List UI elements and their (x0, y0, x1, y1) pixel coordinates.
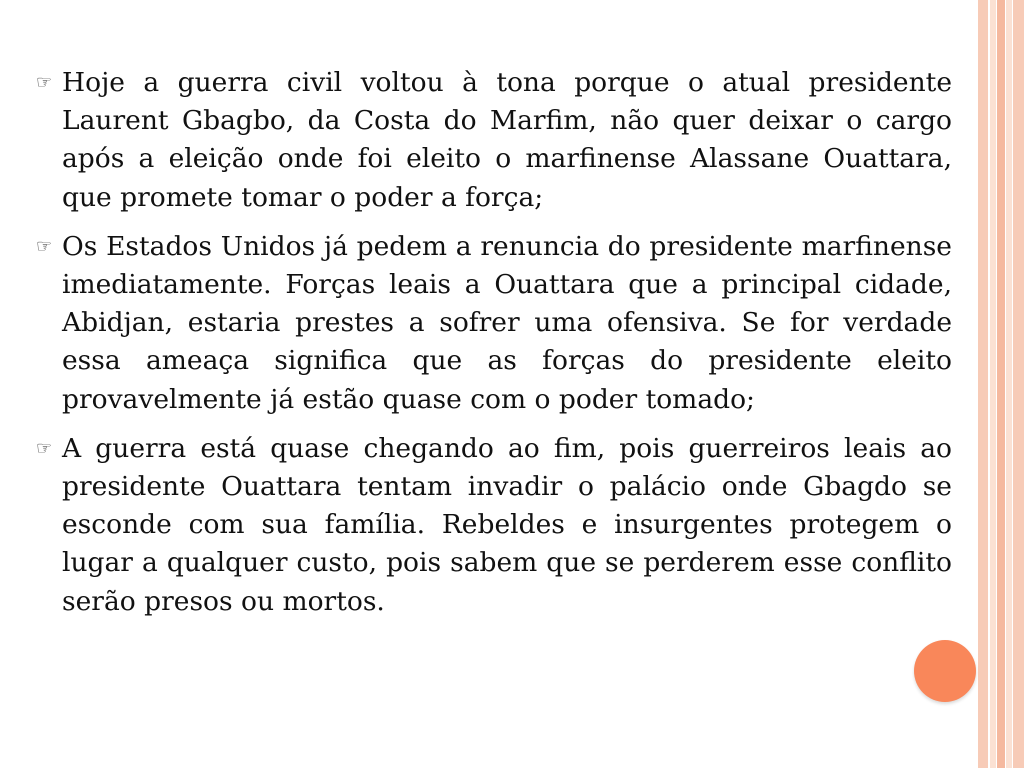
decorative-circle (914, 640, 976, 702)
bullet-list (26, 64, 952, 632)
border-stripe (978, 0, 988, 768)
pointing-hand-icon: ☞ (36, 235, 53, 257)
border-stripe (990, 0, 996, 768)
bullet-item (26, 228, 952, 419)
border-stripe (1006, 0, 1012, 768)
bullet-text: A guerra está quase chegando ao fim, pois guerreiros leais ao presidente Ouattara tentam invadir o palácio onde Gbagdo se esconde com sua família. Rebeldes e insurgentes protegem o lugar a qualquer custo, pois sabem que se perderem esse conflito serão presos ou mortos. (62, 432, 952, 617)
border-stripe (997, 0, 1005, 768)
bullet-item (26, 430, 952, 621)
pointing-hand-icon: ☞ (36, 72, 53, 93)
pointing-hand-icon: ☞ (36, 437, 53, 459)
bullet-item (26, 64, 952, 217)
bullet-text: Hoje a guerra civil voltou à tona porque o atual presidente Laurent Gbagbo, da Costa do Marfim, não quer deixar o cargo após a eleição onde foi eleito o marfinense Alassane Ouattara, que promete tomar o poder a força; (62, 67, 952, 213)
border-stripe (1013, 0, 1024, 768)
bullet-text: Os Estados Unidos já pedem a renuncia do presidente marfinense imediatamente. Forças leais a Ouattara que a principal cidade, Abidjan, estaria prestes a sofrer uma ofensiva. Se for verdade essa ameaça significa que as forças do presidente eleito provavelmente já estão quase com o poder tomado; (62, 230, 952, 415)
